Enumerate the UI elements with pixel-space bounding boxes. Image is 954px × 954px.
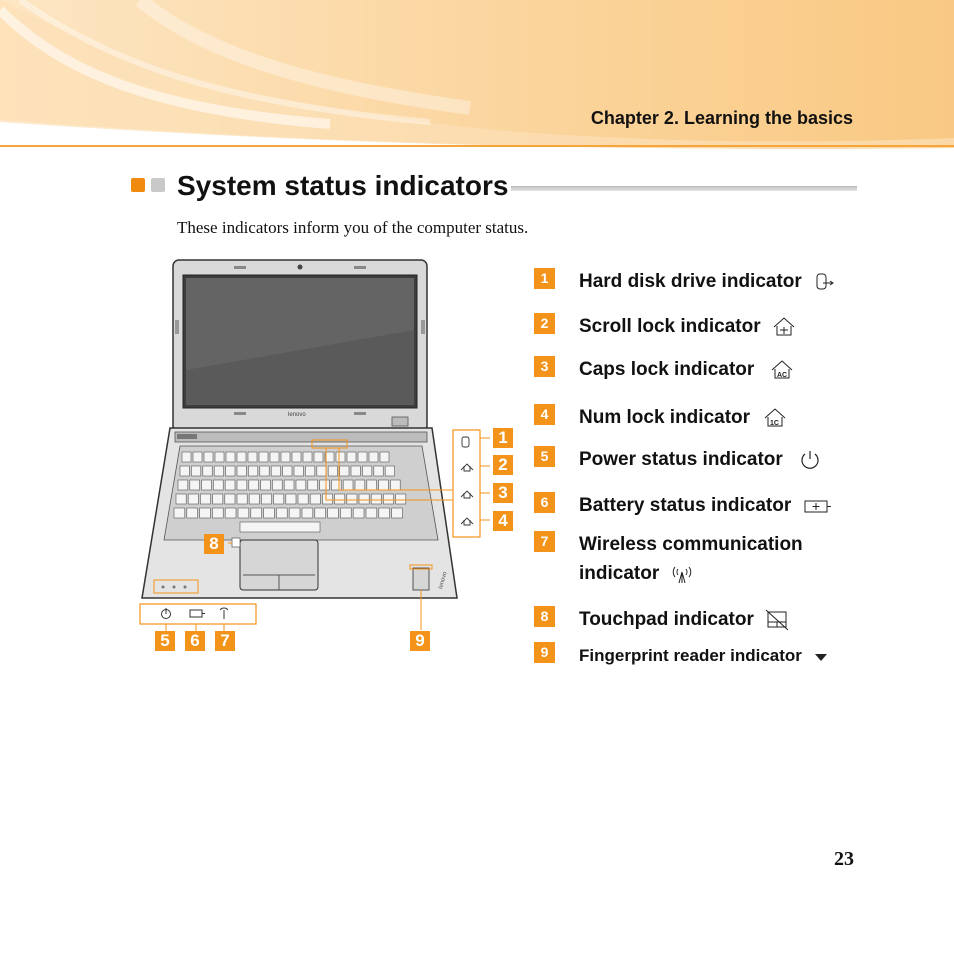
keyboard-key <box>226 452 235 462</box>
svg-text:AC: AC <box>776 371 787 379</box>
callout-1: 1 <box>493 428 513 448</box>
keyboard-key <box>383 494 393 504</box>
callout-3: 3 <box>493 483 513 503</box>
keyboard-key <box>314 452 323 462</box>
keyboard-key <box>237 494 247 504</box>
fingerprint-arrow-icon <box>813 651 829 663</box>
list-number: 2 <box>534 313 555 334</box>
scroll-lock-icon <box>772 316 796 338</box>
keyboard-key <box>237 480 247 490</box>
keyboard-key <box>190 480 200 490</box>
keyboard-key <box>328 466 337 476</box>
laptop-illustration <box>120 250 520 670</box>
keyboard-key <box>294 466 303 476</box>
keyboard-key <box>331 480 341 490</box>
keyboard-key <box>289 508 300 518</box>
keyboard-key <box>261 480 271 490</box>
callout-9: 9 <box>410 631 430 651</box>
keyboard-key <box>214 466 223 476</box>
keyboard-key <box>270 452 279 462</box>
keyboard-key <box>347 494 357 504</box>
keyboard-key <box>237 452 246 462</box>
keyboard-key <box>292 452 301 462</box>
gray-square-icon <box>151 178 165 192</box>
keyboard-key <box>200 508 211 518</box>
keyboard-key <box>380 452 389 462</box>
keyboard-key <box>358 452 367 462</box>
list-label: Battery status indicator <box>579 491 833 520</box>
keyboard-key <box>272 480 282 490</box>
keyboard-key <box>343 480 353 490</box>
keyboard-key <box>298 494 308 504</box>
list-label: Num lock indicator 1C <box>579 403 787 432</box>
keyboard-key <box>340 508 351 518</box>
keyboard-key <box>276 508 287 518</box>
keyboard-key <box>226 466 235 476</box>
keyboard-key <box>249 494 259 504</box>
caps-lock-icon <box>770 359 794 381</box>
list-number: 4 <box>534 404 555 425</box>
keyboard-key <box>213 480 223 490</box>
keyboard-key <box>238 508 249 518</box>
keyboard-key <box>310 494 320 504</box>
keyboard-key <box>302 508 313 518</box>
keyboard-key <box>176 494 186 504</box>
list-label: Hard disk drive indicator <box>579 267 835 296</box>
callout-2: 2 <box>493 455 513 475</box>
svg-text:1C: 1C <box>770 419 780 427</box>
keyboard-key <box>315 508 326 518</box>
keyboard-key <box>392 508 403 518</box>
keyboard-key <box>188 494 198 504</box>
keyboard-key <box>213 494 223 504</box>
section-title: System status indicators <box>177 170 509 201</box>
keyboard-key <box>182 452 191 462</box>
list-number: 1 <box>534 268 555 289</box>
num-lock-icon <box>763 407 787 429</box>
list-number: 8 <box>534 606 555 627</box>
list-label: Wireless communication indicator <box>579 534 803 584</box>
keyboard-key <box>249 480 259 490</box>
chapter-heading: Chapter 2. Learning the basics <box>590 108 853 128</box>
wireless-icon <box>671 563 693 585</box>
keyboard-key <box>296 480 306 490</box>
keyboard-key <box>390 480 400 490</box>
list-label: Caps lock indicator AC <box>579 355 794 384</box>
keyboard-key <box>320 480 330 490</box>
keyboard-key <box>355 480 365 490</box>
keyboard-key <box>248 452 257 462</box>
list-label: Scroll lock indicator <box>579 312 796 341</box>
keyboard-key <box>283 466 292 476</box>
keyboard-key <box>374 466 383 476</box>
laptop-figure <box>120 250 520 670</box>
keyboard-key <box>366 508 377 518</box>
callout-5: 5 <box>155 631 175 651</box>
title-rule <box>511 186 857 191</box>
keyboard-key <box>237 466 246 476</box>
keyboard-key <box>305 466 314 476</box>
list-number: 9 <box>534 642 555 663</box>
keyboard-key <box>178 480 188 490</box>
keyboard-key <box>385 466 394 476</box>
keyboard-key <box>264 508 275 518</box>
keyboard-key <box>371 494 381 504</box>
keyboard-key <box>225 494 235 504</box>
keyboard-key <box>362 466 371 476</box>
lid-brand-logo: lenovo <box>288 412 306 418</box>
keyboard-key <box>369 452 378 462</box>
keyboard-key <box>212 508 223 518</box>
callout-6: 6 <box>185 631 205 651</box>
keyboard-key <box>351 466 360 476</box>
touchpad-icon <box>765 609 789 631</box>
keyboard-key <box>274 494 284 504</box>
keyboard-key <box>353 508 364 518</box>
section-heading <box>131 170 857 202</box>
keyboard-key <box>379 508 390 518</box>
page-number: 23 <box>834 848 854 870</box>
callout-4: 4 <box>493 511 513 531</box>
keyboard-key <box>335 494 345 504</box>
keyboard-key <box>367 480 377 490</box>
keyboard-key <box>347 452 356 462</box>
keyboard-key <box>251 508 262 518</box>
keyboard-key <box>379 480 389 490</box>
keyboard-key <box>286 494 296 504</box>
keyboard-key <box>303 452 312 462</box>
keyboard-key <box>271 466 280 476</box>
header-band <box>0 0 954 150</box>
keyboard-key <box>317 466 326 476</box>
keyboard-key <box>359 494 369 504</box>
keyboard-key <box>203 466 212 476</box>
keyboard-key <box>180 466 189 476</box>
keyboard-key <box>261 494 271 504</box>
keyboard-key <box>193 452 202 462</box>
keyboard-key <box>259 452 268 462</box>
callout-7: 7 <box>215 631 235 651</box>
keyboard-key <box>200 494 210 504</box>
spacebar-key <box>240 522 320 532</box>
keyboard-key <box>187 508 198 518</box>
list-number: 7 <box>534 531 555 552</box>
list-label: Touchpad indicator <box>579 605 789 634</box>
list-number: 5 <box>534 446 555 467</box>
battery-icon <box>803 496 833 516</box>
orange-square-icon <box>131 178 145 192</box>
keyboard-key <box>308 480 318 490</box>
keyboard-key <box>336 452 345 462</box>
keyboard-key <box>202 480 212 490</box>
keyboard-key <box>174 508 185 518</box>
list-number: 6 <box>534 492 555 513</box>
list-label: Fingerprint reader indicator <box>579 641 829 670</box>
keyboard-key <box>191 466 200 476</box>
keyboard-key <box>204 452 213 462</box>
power-icon <box>798 448 822 472</box>
keyboard-key <box>340 466 349 476</box>
hdd-icon <box>813 271 835 293</box>
keyboard-key <box>396 494 406 504</box>
intro-text: These indicators inform you of the computer status. <box>177 218 529 237</box>
keyboard-key <box>215 452 224 462</box>
list-number: 3 <box>534 356 555 377</box>
keyboard-key <box>260 466 269 476</box>
keyboard-key <box>322 494 332 504</box>
list-label: Power status indicator <box>579 445 822 474</box>
keyboard-key <box>225 508 236 518</box>
keyboard-key <box>281 452 290 462</box>
palmrest-brand-logo: lenovo <box>438 571 449 590</box>
keyboard-key <box>328 508 339 518</box>
keyboard-key <box>284 480 294 490</box>
callout-8: 8 <box>204 534 224 554</box>
keyboard-key <box>225 480 235 490</box>
keyboard-key <box>248 466 257 476</box>
